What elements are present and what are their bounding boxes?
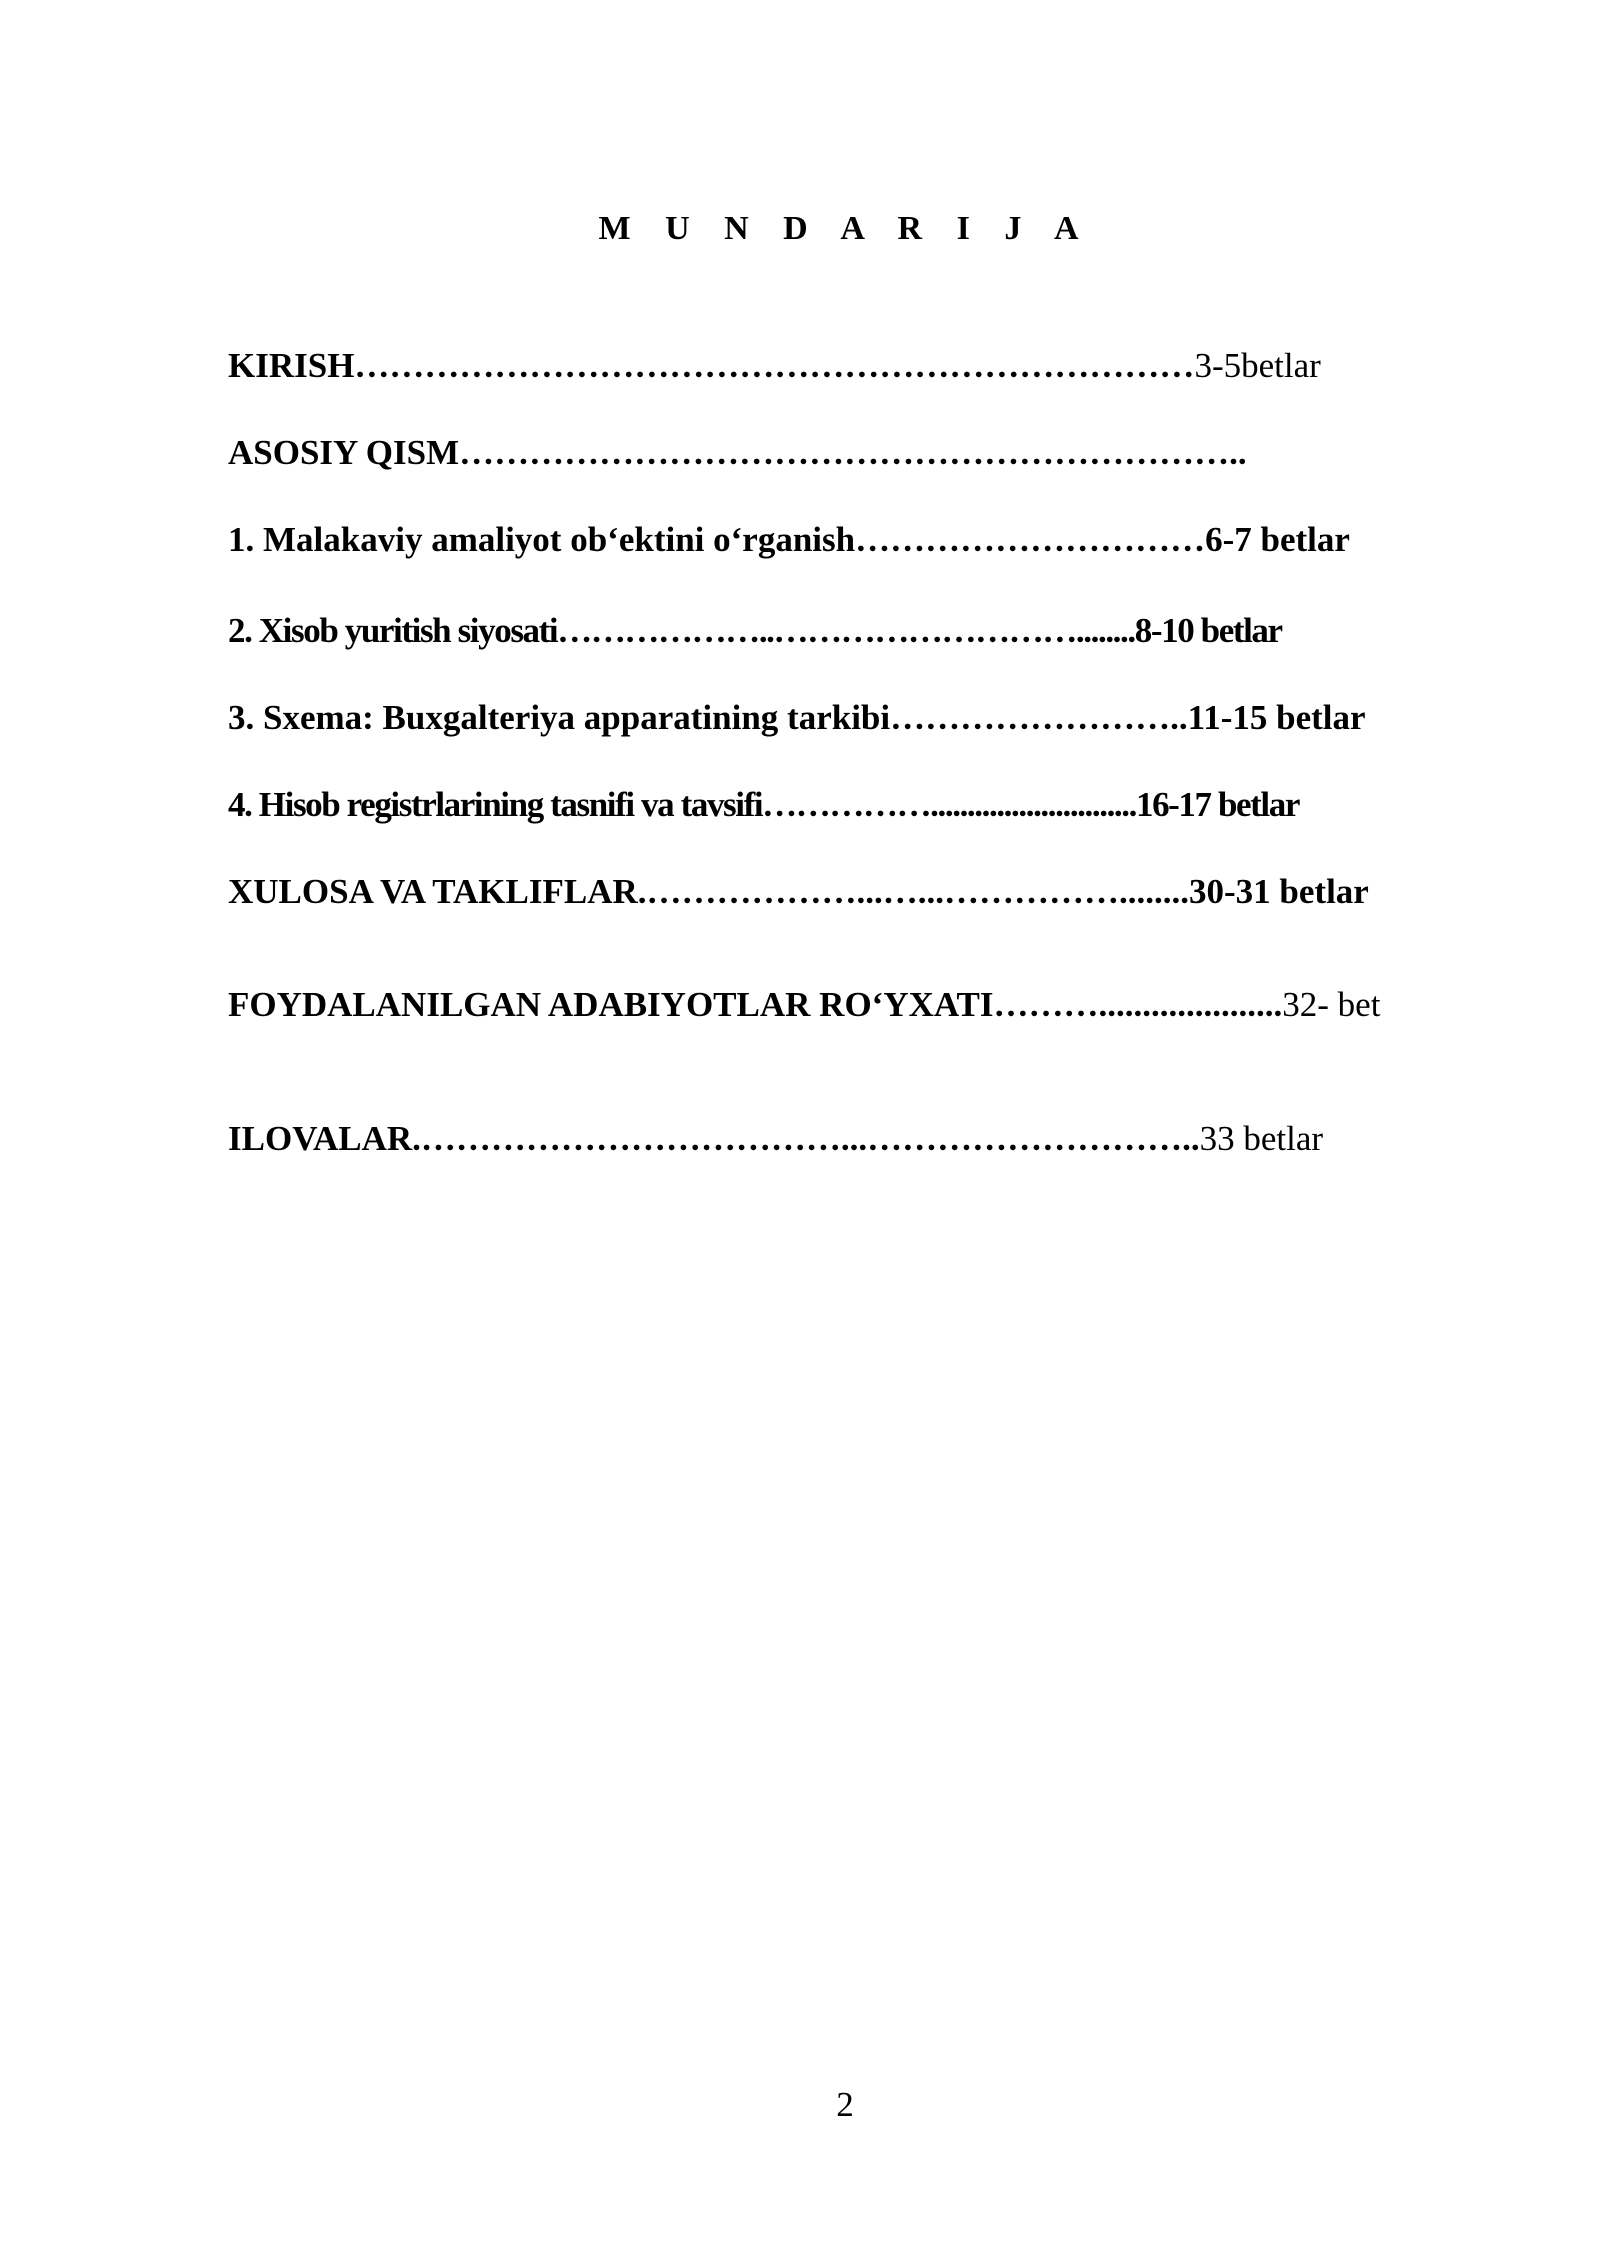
page-title: M U N D A R I J A: [598, 210, 1092, 247]
toc-entry-text: 4. Hisob registrlarining tasnifi va tavsifi……………............................: [228, 785, 1136, 824]
toc-entry-page: 11-15 betlar: [1187, 698, 1366, 737]
toc-entry-4: [228, 787, 1299, 822]
toc-entry-page: 30-31 betlar: [1189, 872, 1369, 911]
toc-entry-page: 32- bet: [1282, 985, 1381, 1024]
toc-entry-text: ILOVALAR.………………………………...………………………..: [228, 1119, 1200, 1158]
toc-entry-1: [228, 522, 1350, 557]
toc-entry-3: [228, 700, 1366, 735]
toc-entry-asosiy-qism: [228, 435, 1247, 470]
toc-entry-ilovalar: [228, 1121, 1323, 1156]
toc-entry-text: 2. Xisob yuritish siyosati………………..………………………........: [228, 611, 1135, 650]
toc-entry-page: 16-17 betlar: [1135, 785, 1299, 824]
toc-entry-kirish: [228, 348, 1321, 383]
toc-entry-page: 6-7 betlar: [1205, 520, 1350, 559]
toc-entry-text: KIRISH………………………………………………………………: [228, 346, 1195, 385]
toc-entry-text: FOYDALANILGAN ADABIYOTLAR RO‘YXATI……….....................: [228, 985, 1283, 1024]
toc-entry-text: 3. Sxema: Buxgalteriya apparatining tarkibi……………………..: [228, 698, 1188, 737]
toc-entry-text: XULOSA VA TAKLIFLAR.………………...…...……………........: [228, 872, 1190, 911]
toc-entry-xulosa: [228, 874, 1369, 909]
toc-entry-text: 1. Malakaviy amaliyot ob‘ektini o‘rganish…………………………: [228, 520, 1206, 559]
toc-entry-adabiyotlar: [228, 987, 1380, 1022]
toc-entry-2: [228, 613, 1282, 648]
toc-entry-page: 33 betlar: [1199, 1119, 1324, 1158]
toc-entry-text: ASOSIY QISM…………………………………………………………..: [228, 433, 1247, 472]
toc-entry-page: 3-5betlar: [1194, 346, 1321, 385]
page-number: 2: [836, 2085, 854, 2124]
toc-entry-page: 8-10 betlar: [1134, 611, 1282, 650]
